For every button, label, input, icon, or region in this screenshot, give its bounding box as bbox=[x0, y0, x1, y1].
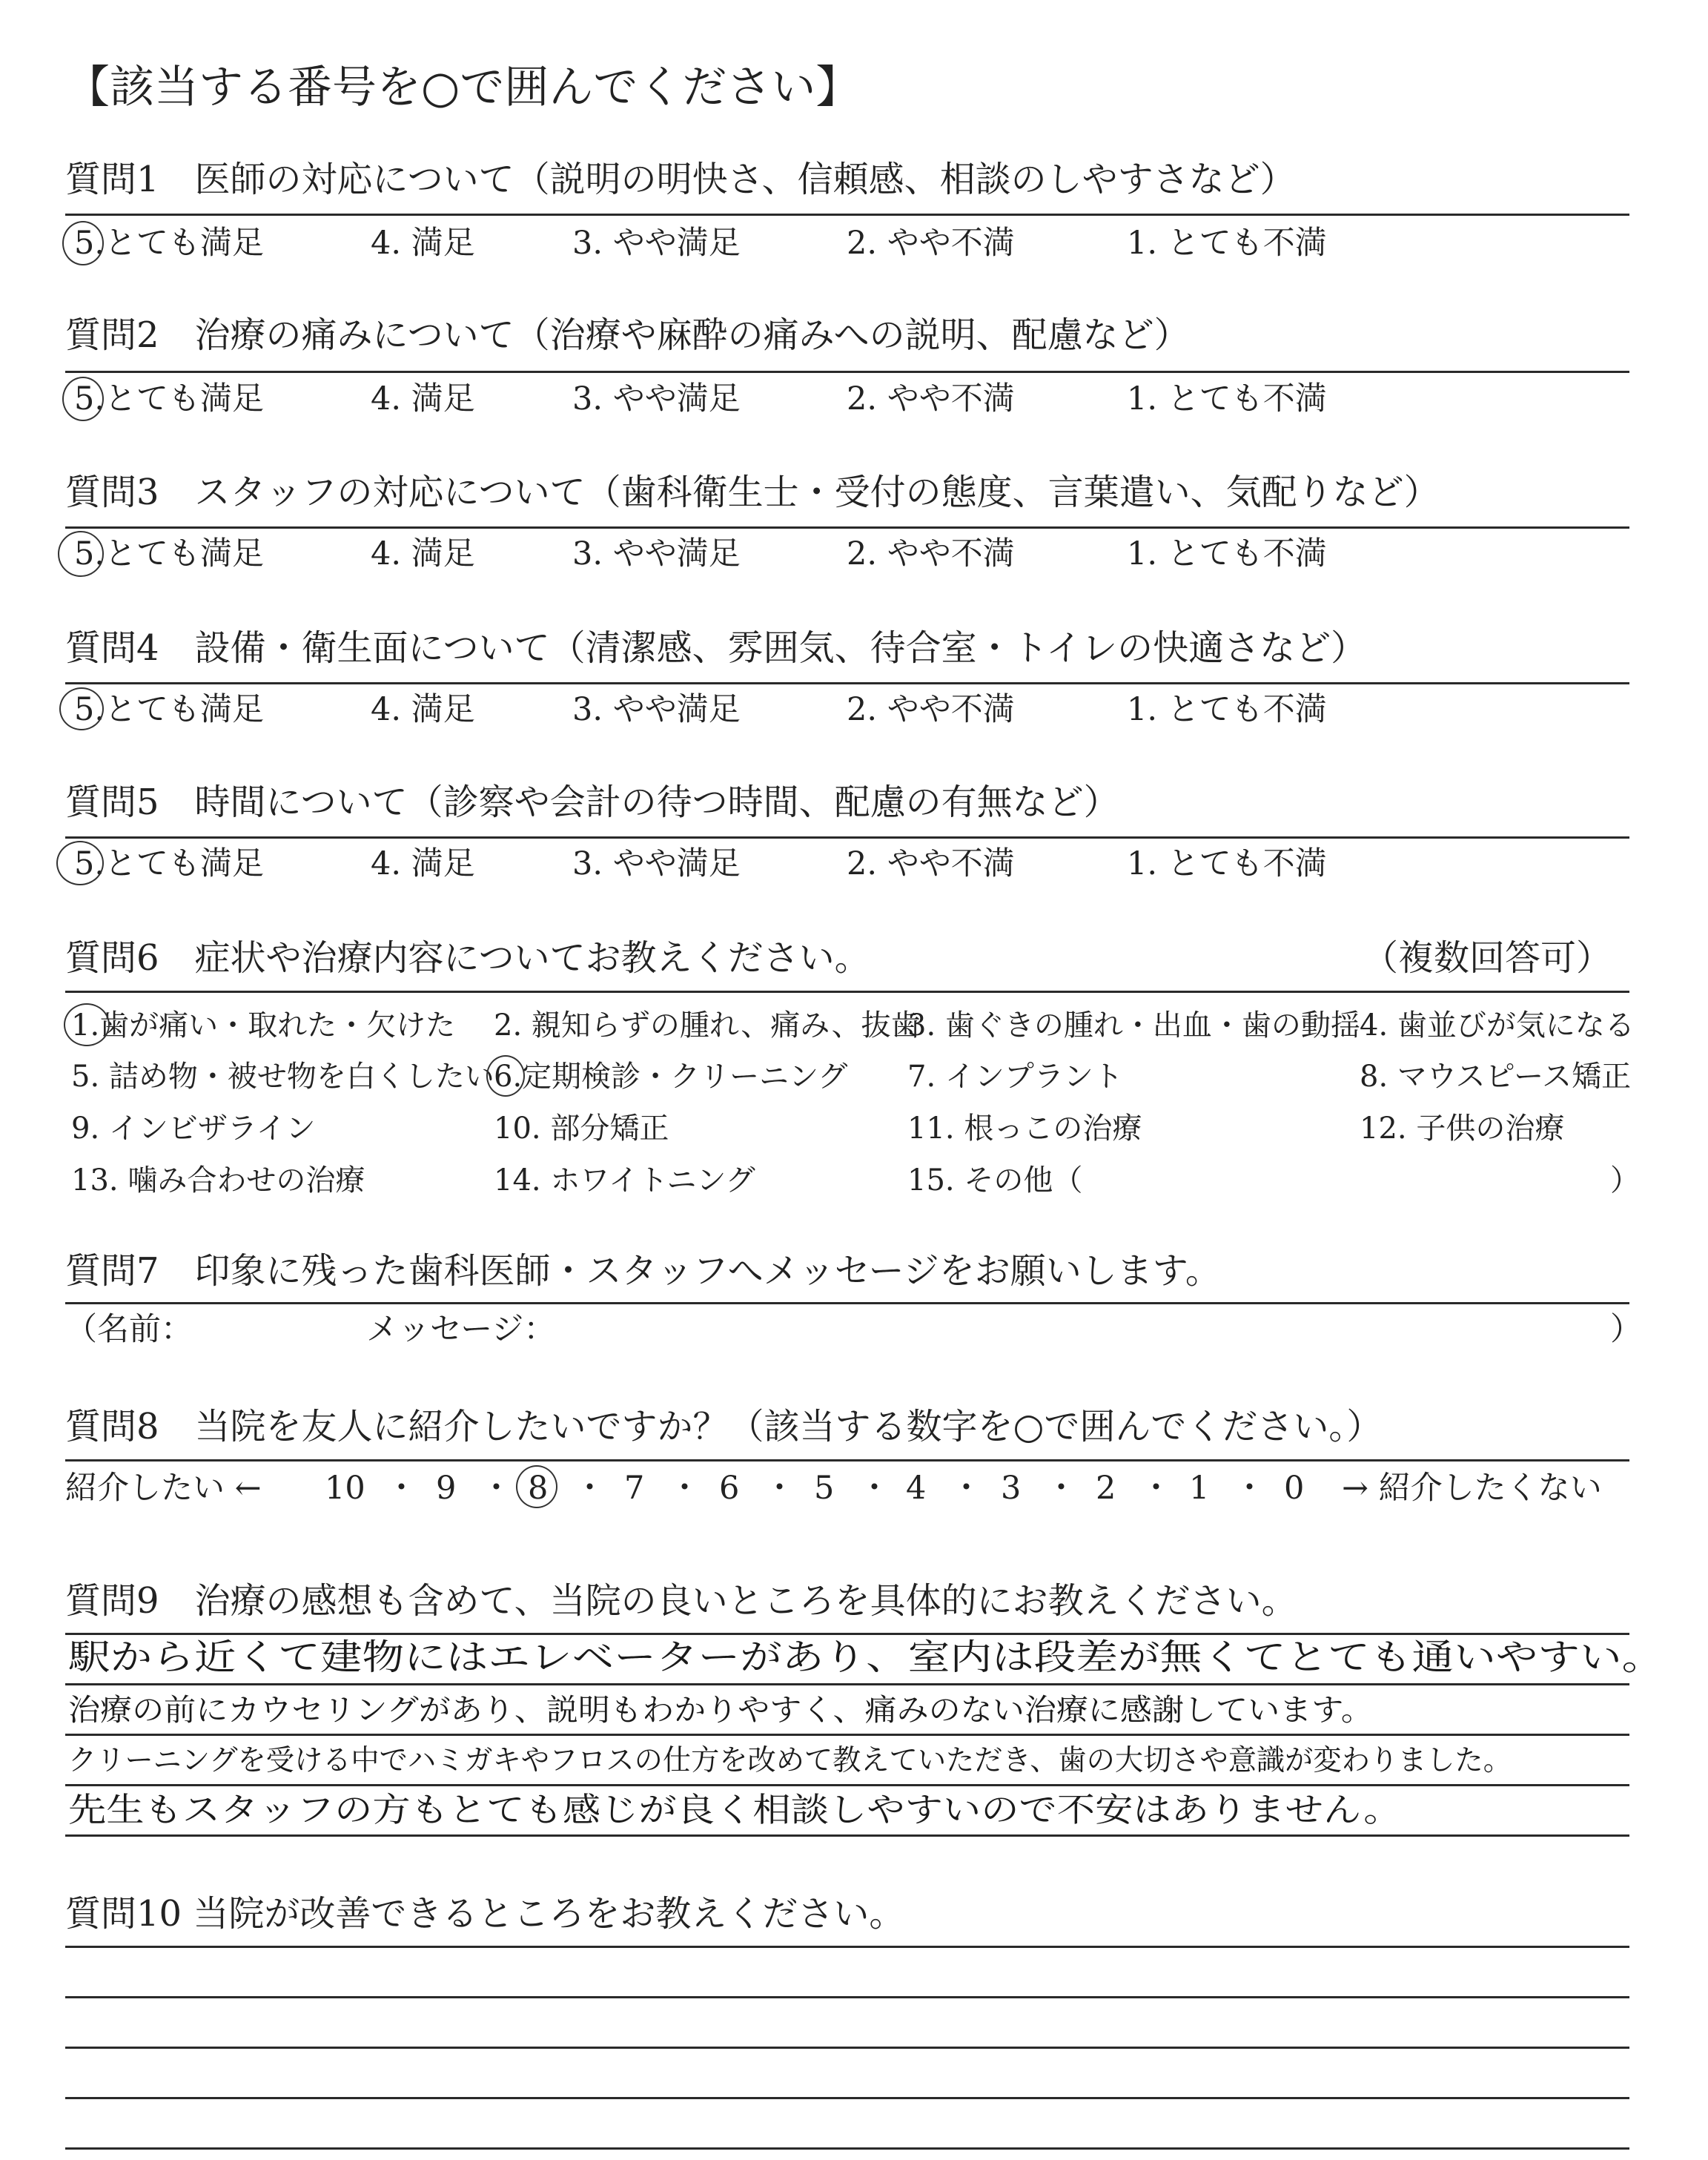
q1-option-3[interactable]: 3. やや満足 bbox=[572, 225, 741, 262]
question-9-title: 質問9 治療の感想も含めて、当院の良いところを具体的にお教えください。 bbox=[65, 1580, 1297, 1622]
q8-dot: ・ bbox=[1234, 1470, 1265, 1507]
q1-option-1[interactable]: 1. とても不満 bbox=[1127, 225, 1327, 262]
q6-item-5[interactable]: 5. 詰め物・被せ物を白くしたい bbox=[71, 1060, 494, 1094]
q8-scale-4[interactable]: 4 bbox=[906, 1470, 927, 1507]
q8-dot: ・ bbox=[1140, 1470, 1172, 1507]
q2-option-5[interactable]: 5.とても満足 bbox=[74, 380, 265, 417]
question-8-title: 質問8 当院を友人に紹介したいですか？（該当する数字を○で囲んでください。） bbox=[65, 1406, 1383, 1447]
q2-option-1[interactable]: 1. とても不満 bbox=[1127, 380, 1327, 417]
q6-item-3[interactable]: 3. 歯ぐきの腫れ・出血・歯の動揺 bbox=[907, 1008, 1360, 1043]
q3-option-5[interactable]: 5.とても満足 bbox=[74, 535, 265, 572]
q8-dot: ・ bbox=[950, 1470, 982, 1507]
q8-left-label: 紹介したい ← bbox=[65, 1470, 262, 1507]
question-2-rule bbox=[65, 371, 1629, 373]
question-3-title: 質問3 スタッフの対応について（歯科衛生士・受付の態度、言葉遣い、気配りなど） bbox=[65, 472, 1440, 513]
q8-scale-9[interactable]: 9 bbox=[436, 1470, 457, 1507]
q9-line bbox=[65, 1633, 1629, 1635]
q8-dot: ・ bbox=[574, 1470, 606, 1507]
q3-option-2[interactable]: 2. やや不満 bbox=[847, 535, 1015, 572]
q4-option-2[interactable]: 2. やや不満 bbox=[847, 691, 1015, 728]
form-heading: 【該当する番号を○で囲んでください】 bbox=[65, 62, 861, 113]
q2-option-3[interactable]: 3. やや満足 bbox=[572, 380, 741, 417]
question-1-rule bbox=[65, 214, 1629, 216]
q10-line bbox=[65, 2147, 1629, 2150]
q5-selected-circle bbox=[56, 841, 104, 885]
q8-scale-10[interactable]: 10 bbox=[325, 1470, 365, 1507]
q1-option-4[interactable]: 4. 満足 bbox=[371, 225, 475, 262]
q4-option-4[interactable]: 4. 満足 bbox=[371, 691, 475, 728]
q5-option-2[interactable]: 2. やや不満 bbox=[847, 845, 1015, 882]
q6-item-4[interactable]: 4. 歯並びが気になる bbox=[1360, 1008, 1635, 1043]
q2-option-4[interactable]: 4. 満足 bbox=[371, 380, 475, 417]
q6-item-1[interactable]: 1.歯が痛い・取れた・欠けた bbox=[71, 1008, 456, 1043]
q9-line bbox=[65, 1784, 1629, 1786]
q6-item-15[interactable]: 15. その他（ bbox=[907, 1163, 1083, 1198]
q6-item-10[interactable]: 10. 部分矯正 bbox=[494, 1112, 669, 1146]
q6-item-8[interactable]: 8. マウスピース矯正 bbox=[1360, 1060, 1632, 1094]
q9-answer-line-2: 治療の前にカウセリングがあり、説明もわかりやすく、痛みのない治療に感謝しています。 bbox=[68, 1692, 1373, 1728]
q10-line bbox=[65, 2047, 1629, 2049]
q6-item-14[interactable]: 14. ホワイトニング bbox=[494, 1163, 755, 1198]
q3-option-1[interactable]: 1. とても不満 bbox=[1127, 535, 1327, 572]
question-3-rule bbox=[65, 526, 1629, 529]
question-6-note: （複数回答可） bbox=[1363, 937, 1612, 979]
q8-dot: ・ bbox=[764, 1470, 795, 1507]
q8-dot: ・ bbox=[385, 1470, 417, 1507]
question-5-title: 質問5 時間について（診察や会計の待つ時間、配慮の有無など） bbox=[65, 782, 1119, 823]
q10-line bbox=[65, 2097, 1629, 2099]
q6-item-2[interactable]: 2. 親知らずの腫れ、痛み、抜歯 bbox=[494, 1008, 921, 1043]
q8-dot: ・ bbox=[480, 1470, 512, 1507]
q1-option-5[interactable]: 5.とても満足 bbox=[74, 225, 265, 262]
q10-line bbox=[65, 1946, 1629, 1948]
q2-selected-circle bbox=[62, 377, 104, 421]
q6-item-11[interactable]: 11. 根っこの治療 bbox=[907, 1112, 1142, 1146]
q1-selected-circle bbox=[62, 221, 104, 265]
q5-option-1[interactable]: 1. とても不満 bbox=[1127, 845, 1327, 882]
q2-option-2[interactable]: 2. やや不満 bbox=[847, 380, 1015, 417]
question-2-title: 質問2 治療の痛みについて（治療や麻酔の痛みへの説明、配慮など） bbox=[65, 314, 1190, 356]
q8-scale-2[interactable]: 2 bbox=[1096, 1470, 1116, 1507]
q9-answer-line-4: 先生もスタッフの方もとても感じが良く相談しやすいので不安はありません。 bbox=[68, 1790, 1402, 1829]
q4-selected-circle bbox=[59, 687, 104, 730]
q6-selected-circle-1 bbox=[64, 1003, 110, 1046]
q4-option-3[interactable]: 3. やや満足 bbox=[572, 691, 741, 728]
q8-scale-7[interactable]: 7 bbox=[624, 1470, 645, 1507]
q6-item-6[interactable]: 6.定期検診・クリーニング bbox=[494, 1060, 848, 1094]
q6-item-9[interactable]: 9. インビザライン bbox=[71, 1112, 316, 1146]
q7-message-label: メッセージ： bbox=[366, 1311, 556, 1348]
q9-line bbox=[65, 1683, 1629, 1685]
question-4-title: 質問4 設備・衛生面について（清潔感、雰囲気、待合室・トイレの快適さなど） bbox=[65, 627, 1367, 669]
q5-option-4[interactable]: 4. 満足 bbox=[371, 845, 475, 882]
question-6-title: 質問6 症状や治療内容についてお教えください。 bbox=[65, 937, 870, 979]
question-7-title: 質問7 印象に残った歯科医師・スタッフへメッセージをお願いします。 bbox=[65, 1250, 1221, 1292]
q9-line bbox=[65, 1734, 1629, 1736]
q10-line bbox=[65, 1996, 1629, 1998]
q6-selected-circle-6 bbox=[486, 1055, 525, 1097]
question-1-title: 質問1 医師の対応について（説明の明快さ、信頼感、相談のしやすさなど） bbox=[65, 159, 1296, 200]
q3-selected-circle bbox=[58, 531, 104, 577]
question-6-rule bbox=[65, 991, 1629, 993]
q8-scale-8[interactable]: 8 bbox=[528, 1470, 549, 1507]
q8-scale-3[interactable]: 3 bbox=[1001, 1470, 1022, 1507]
q6-item-12[interactable]: 12. 子供の治療 bbox=[1360, 1112, 1565, 1146]
q5-option-3[interactable]: 3. やや満足 bbox=[572, 845, 741, 882]
q7-close-paren: ） bbox=[1610, 1311, 1642, 1348]
q3-option-3[interactable]: 3. やや満足 bbox=[572, 535, 741, 572]
q4-option-1[interactable]: 1. とても不満 bbox=[1127, 691, 1327, 728]
question-7-rule bbox=[65, 1302, 1629, 1304]
q9-answer-line-3: クリーニングを受ける中でハミガキやフロスの仕方を改めて教えていただき、歯の大切さや意識が変わりました。 bbox=[68, 1744, 1512, 1777]
q9-line bbox=[65, 1834, 1629, 1837]
q1-option-2[interactable]: 2. やや不満 bbox=[847, 225, 1015, 262]
question-4-rule bbox=[65, 682, 1629, 684]
question-5-rule bbox=[65, 836, 1629, 839]
q7-name-label: （名前： bbox=[65, 1311, 193, 1348]
q8-right-label: → 紹介したくない bbox=[1342, 1470, 1602, 1507]
question-10-title: 質問10 当院が改善できるところをお教えください。 bbox=[65, 1893, 905, 1935]
q8-scale-6[interactable]: 6 bbox=[719, 1470, 740, 1507]
q8-scale-1[interactable]: 1 bbox=[1189, 1470, 1210, 1507]
q6-item-13[interactable]: 13. 噛み合わせの治療 bbox=[71, 1163, 365, 1198]
q8-scale-0[interactable]: 0 bbox=[1284, 1470, 1305, 1507]
question-8-rule bbox=[65, 1459, 1629, 1462]
q6-item-7[interactable]: 7. インプラント bbox=[907, 1060, 1123, 1094]
q3-option-4[interactable]: 4. 満足 bbox=[371, 535, 475, 572]
q8-dot: ・ bbox=[858, 1470, 890, 1507]
q8-selected-circle bbox=[516, 1465, 557, 1508]
q8-dot: ・ bbox=[669, 1470, 701, 1507]
q8-scale-5[interactable]: 5 bbox=[814, 1470, 835, 1507]
q6-other-close-paren: ） bbox=[1610, 1163, 1640, 1198]
q9-answer-line-1: 駅から近くて建物にはエレベーターがあり、室内は段差が無くてとても通いやすい。 bbox=[68, 1636, 1664, 1678]
q4-option-5[interactable]: 5.とても満足 bbox=[74, 691, 265, 728]
q5-option-5[interactable]: 5.とても満足 bbox=[74, 845, 265, 882]
q8-dot: ・ bbox=[1045, 1470, 1077, 1507]
